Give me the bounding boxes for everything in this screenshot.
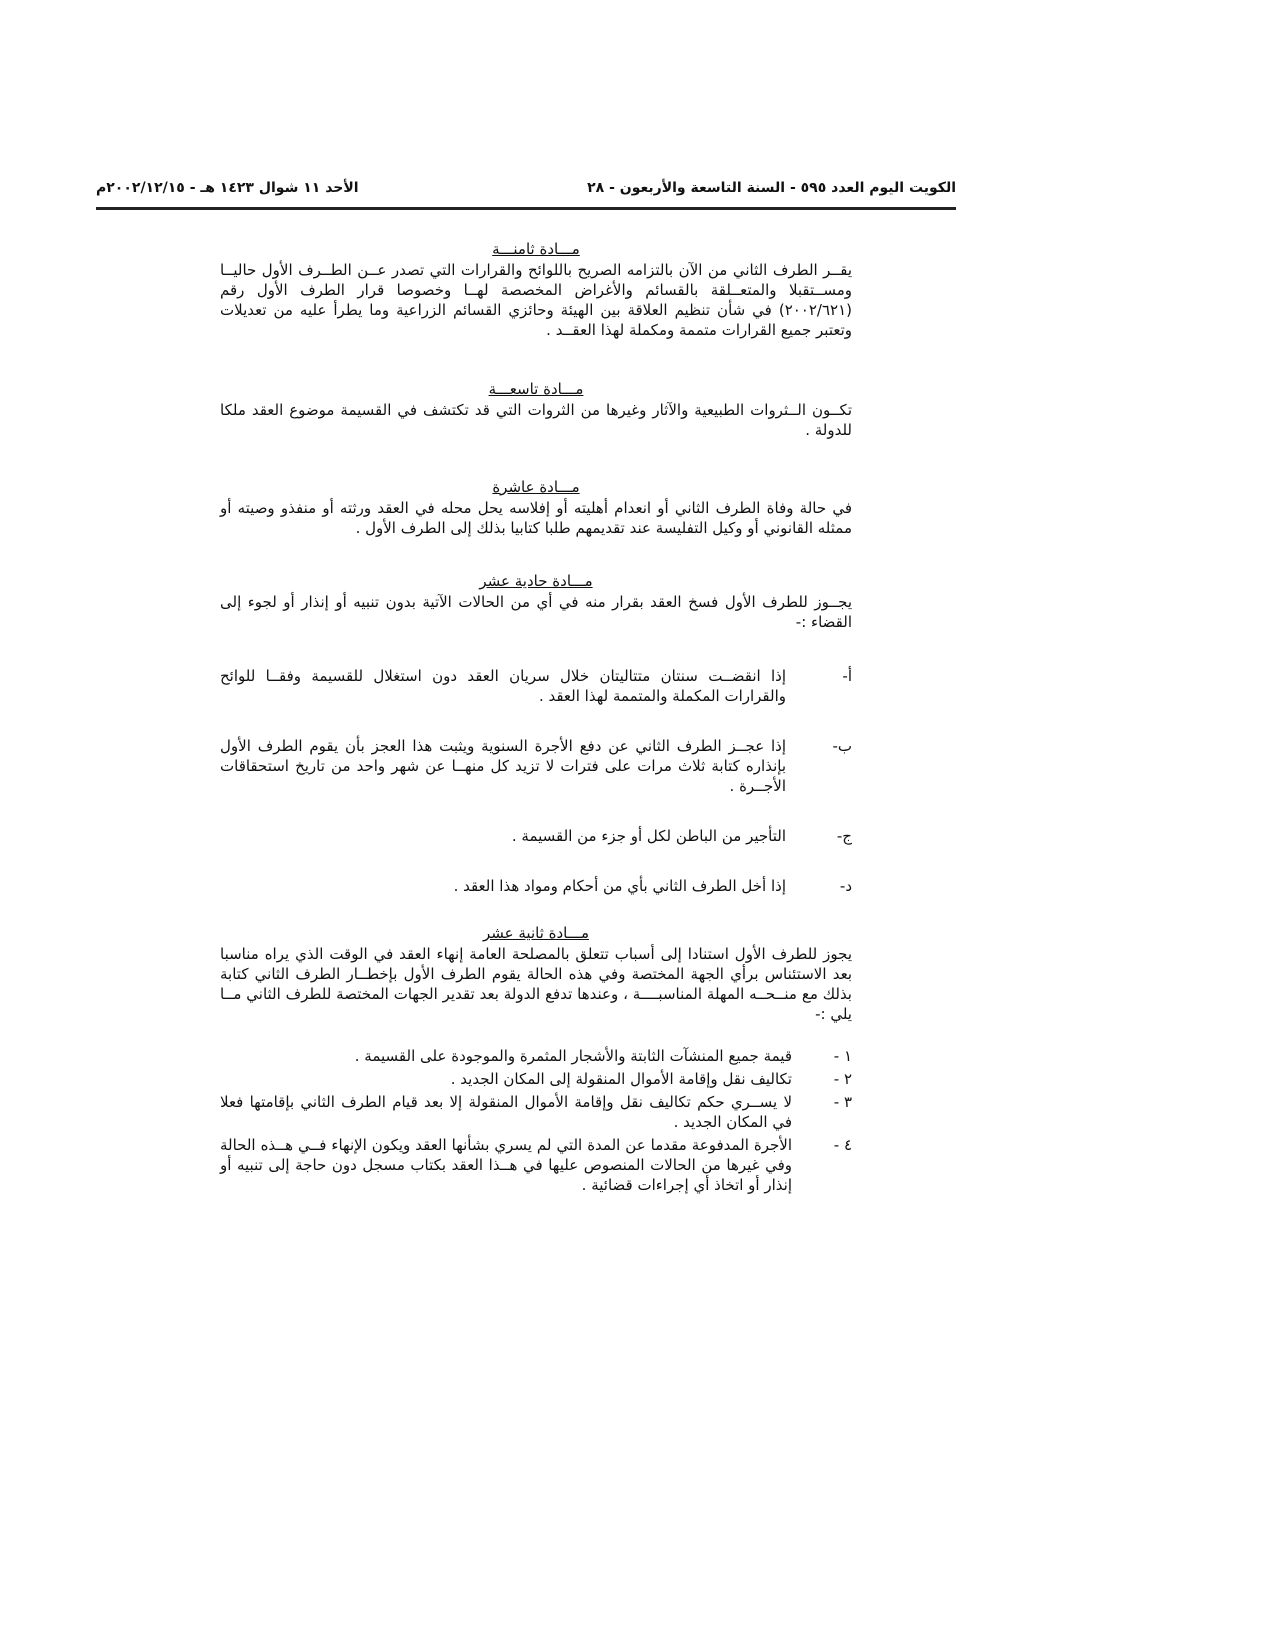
case-mark: ج-: [836, 827, 852, 845]
article-title: مـــادة ثانية عشر: [483, 924, 589, 942]
article-11: [220, 572, 852, 632]
case-item: [220, 666, 852, 706]
article-text: في حالة وفاة الطرف الثاني أو انعدام أهليته أو إفلاسه يحل محله في العقد ورثته أو منفذو وصيته أو ممثله القانوني أو وكيل التفليسة عند تقديمهم طلبا كتابيا بذلك إلى الطرف الأول .: [220, 499, 852, 537]
list-text: قيمة جميع المنشآت الثابتة والأشجار المثمرة والموجودة على القسيمة .: [354, 1047, 792, 1065]
list-item: [220, 1069, 852, 1089]
document-body: [220, 240, 852, 1198]
case-item: [220, 876, 852, 896]
case-text: إذا عجــز الطرف الثاني عن دفع الأجرة السنوية ويثبت هذا العجز بأن يقوم الطرف الأول بإنذاره كتابة ثلاث مرات على فترات لا تزيد كل منهــا عن شهر واحد من تاريخ استحقاقات الأجــرة .: [220, 737, 786, 795]
case-mark: أ-: [842, 667, 852, 685]
article-text: يقــر الطرف الثاني من الآن بالتزامه الصريح باللوائح والقرارات التي تصدر عــن الطــرف الأول حاليــا ومســتقبلا والمتعــلقة بالقسائم والأغراض المخصصة لهــا وخصوصا قرار الطرف الأول رقم (٢٠٠٢/٦٢١) في شأن تنظيم العلاقة بين الهيئة وحائزي القسائم الزراعية وما يطرأ عليه من تعديلات وتعتبر جميع القرارات متممة ومكملة لهذا العقــد .: [220, 261, 852, 339]
list-mark: ٣ -: [833, 1093, 852, 1111]
article-text: يجوز للطرف الأول استنادا إلى أسباب تتعلق بالمصلحة العامة إنهاء العقد في الوقت الذي يراه مناسبا بعد الاستئناس برأي الجهة المختصة وفي هذه الحالة يقوم الطرف الأول بإخطــار الطرف الثاني كتابة بذلك مع منــحــه المهلة المناسبــــة ، وعندها تدفع الدولة بعد تقدير الجهات المختصة للطرف الثاني مــا يلي :-: [220, 945, 852, 1023]
case-text: إذا انقضــت سنتان متتاليتان خلال سريان العقد دون استغلال للقسيمة وفقــا للوائح والقرارات المكملة والمتممة لهذا العقد .: [220, 667, 786, 705]
header-date: الأحد ١١ شوال ١٤٢٣ هـ - ٢٠٠٢/١٢/١٥م: [96, 180, 359, 196]
list-mark: ١ -: [833, 1047, 852, 1065]
list-text: الأجرة المدفوعة مقدما عن المدة التي لم يسري بشأنها العقد ويكون الإنهاء فــي هــذه الحالة وفي غيرها من الحالات المنصوص عليها في هــذا العقد بكتاب مسجل دون حاجة إلى تنبيه أو إنذار أو اتخاذ أي إجراءات قضائية .: [220, 1136, 792, 1194]
case-item: [220, 826, 852, 846]
list-mark: ٤ -: [833, 1136, 852, 1154]
article-12: [220, 924, 852, 1024]
header-rule: [96, 207, 956, 210]
list-text: لا يســري حكم تكاليف نقل وإقامة الأموال المنقولة إلا بعد قيام الطرف الثاني بإقامتها فعلا في المكان الجديد .: [220, 1093, 792, 1131]
case-mark: ب-: [832, 737, 852, 755]
article-title: مـــادة عاشرة: [492, 478, 580, 496]
article-9: [220, 380, 852, 440]
article-10: [220, 478, 852, 538]
article-title: مـــادة حادية عشر: [479, 572, 593, 590]
article-title: مـــادة ثامنـــة: [492, 240, 580, 258]
case-text: التأجير من الباطن لكل أو جزء من القسيمة .: [511, 827, 786, 845]
article-text: تكــون الــثروات الطبيعية والآثار وغيرها من الثروات التي قد تكتشف في القسيمة موضوع العقد ملكا للدولة .: [220, 401, 852, 439]
gazette-header: [96, 180, 956, 208]
article-title: مـــادة تاسعـــة: [488, 380, 584, 398]
case-mark: د-: [839, 877, 852, 895]
article-8: [220, 240, 852, 340]
list-item: [220, 1092, 852, 1132]
case-text: إذا أخل الطرف الثاني بأي من أحكام ومواد هذا العقد .: [453, 877, 786, 895]
case-item: [220, 736, 852, 796]
list-item: [220, 1046, 852, 1066]
article-text: يجــوز للطرف الأول فسخ العقد بقرار منه في أي من الحالات الآتية بدون تنبيه أو إنذار أو لجوء إلى القضاء :-: [220, 593, 852, 631]
article-12-list: [220, 1046, 852, 1195]
list-mark: ٢ -: [833, 1070, 852, 1088]
article-11-cases: [220, 666, 852, 896]
header-issue: الكويت اليوم العدد ٥٩٥ - السنة التاسعة والأربعون - ٢٨: [587, 180, 956, 196]
list-text: تكاليف نقل وإقامة الأموال المنقولة إلى المكان الجديد .: [450, 1070, 792, 1088]
list-item: [220, 1135, 852, 1195]
